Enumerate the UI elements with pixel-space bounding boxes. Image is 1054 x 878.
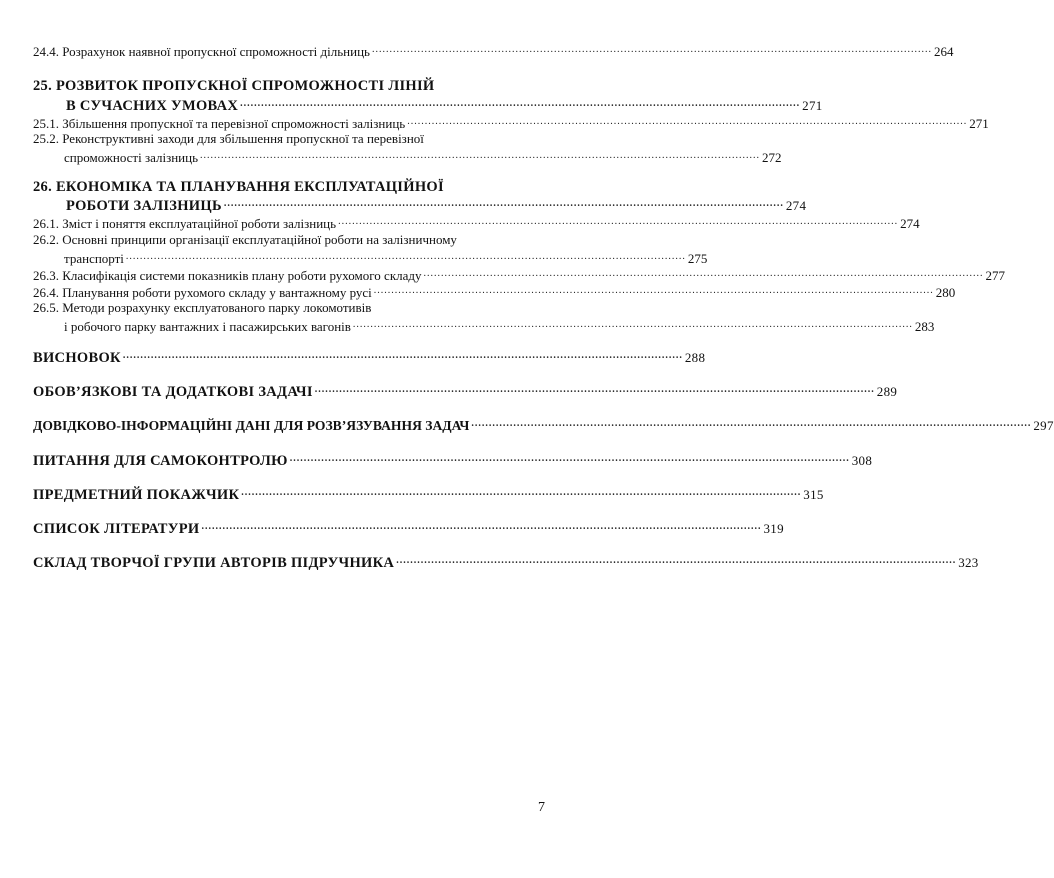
toc-entry-26-4 [33,283,956,301]
dot-leader: ................................................................................................................................................................ [201,521,762,532]
toc-entry-26-5-line2-row [64,317,935,335]
toc-page-number: 277 [985,268,1006,283]
dot-leader: ................................................................................................................................................................ [352,319,913,330]
toc-section-subject-index [33,485,824,503]
toc-entry-label: 26.4. Планування роботи рухомого складу у вантажному русі [33,285,372,300]
toc-section-reference-data [33,416,1054,434]
toc-page-number: 271 [969,116,989,131]
toc-section-authors [33,553,979,571]
toc-entry-26-1 [33,214,920,232]
dot-leader: ................................................................................................................................................................ [125,251,686,262]
toc-section-bibliography [33,519,784,537]
toc-entry-label: спроможності залізниць [64,150,199,165]
toc-page-number: 272 [762,150,782,165]
toc-entry-26-5-line1: 26.5. Методи розрахунку експлуатованого парку локомотивів [33,300,372,315]
toc-page-number: 271 [802,98,823,113]
chapter-26-title-line1: 26. ЕКОНОМІКА ТА ПЛАНУВАННЯ ЕКСПЛУАТАЦІЙНОЇ [33,179,444,195]
chapter-26-title-line2-row [66,196,807,214]
toc-section-label: ОБОВ’ЯЗКОВІ ТА ДОДАТКОВІ ЗАДАЧІ [33,384,313,400]
toc-page-number: 283 [914,319,935,334]
dot-leader: ................................................................................................................................................................ [223,198,784,209]
toc-entry-26-2-line1: 26.2. Основні принципи організації експлуатаційної роботи на залізничному [33,232,457,247]
toc-entry-26-3 [33,266,1006,284]
toc-entry-26-2-line2-row [64,249,708,267]
toc-section-tasks [33,382,898,400]
toc-entry-label: 24.4. Розрахунок наявної пропускної спроможності дільниць [33,44,370,59]
toc-page-number: 323 [958,555,979,570]
toc-entry-label: 26.3. Класифікація системи показників плану роботи рухомого складу [33,268,422,283]
dot-leader: ................................................................................................................................................................ [289,453,850,464]
toc-page-number: 319 [763,521,784,536]
toc-entry-label: 25.1. Збільшення пропускної та перевізної спроможності залізниць [33,116,406,131]
toc-entry-24-4 [33,42,954,60]
toc-page-number: 274 [785,198,807,213]
toc-entry-label: транспорті [64,251,124,266]
toc-page-number: 275 [687,251,708,266]
dot-leader: ................................................................................................................................................................ [396,555,957,566]
dot-leader: ................................................................................................................................................................ [371,44,932,55]
toc-section-self-check [33,451,873,469]
toc-entry-25-1 [33,114,989,132]
chapter-25-title-line2: В СУЧАСНИХ УМОВАХ [66,98,239,114]
toc-page-number: 297 [1033,418,1054,433]
page-number: 7 [538,800,545,815]
chapter-25-title-line2-row [66,96,823,114]
toc-page-number: 274 [900,216,920,231]
chapter-25-title-line1: 25. РОЗВИТОК ПРОПУСКНОЇ СПРОМОЖНОСТІ ЛІНІЙ [33,78,435,94]
toc-section-label: ПИТАННЯ ДЛЯ САМОКОНТРОЛЮ [33,453,288,469]
dot-leader: ................................................................................................................................................................ [122,350,683,361]
toc-entry-25-2-line2-row [64,148,782,166]
toc-page-number: 280 [935,285,956,300]
dot-leader: ................................................................................................................................................................ [338,216,899,227]
toc-page-number: 308 [851,453,873,468]
toc-section-conclusion [33,348,706,366]
dot-leader: ................................................................................................................................................................ [200,150,761,161]
toc-section-label: ВИСНОВОК [33,350,121,366]
toc-entry-25-2-line1: 25.2. Реконструктивні заходи для збільшення пропускної та перевізної [33,131,424,146]
toc-page-number: 264 [933,44,954,59]
toc-entry-label: 26.1. Зміст і поняття експлуатаційної роботи залізниць [33,216,337,231]
dot-leader: ................................................................................................................................................................ [241,487,802,498]
toc-page-number: 315 [803,487,824,502]
toc-section-label: СКЛАД ТВОРЧОЇ ГРУПИ АВТОРІВ ПІДРУЧНИКА [33,555,395,571]
dot-leader: ................................................................................................................................................................ [314,384,875,395]
toc-page-number: 289 [876,384,898,399]
dot-leader: ................................................................................................................................................................ [423,268,984,279]
chapter-26-title-line2: РОБОТИ ЗАЛІЗНИЦЬ [66,198,222,214]
toc-section-label: ДОВІДКОВО-ІНФОРМАЦІЙНІ ДАНІ ДЛЯ РОЗВ’ЯЗУВАННЯ ЗАДАЧ [33,418,470,433]
toc-section-label: СПИСОК ЛІТЕРАТУРИ [33,521,200,537]
dot-leader: ................................................................................................................................................................ [240,98,801,109]
dot-leader: ................................................................................................................................................................ [373,285,934,296]
toc-entry-label: і робочого парку вантажних і пасажирських вагонів [64,319,351,334]
dot-leader: ................................................................................................................................................................ [471,418,1032,429]
toc-page-number: 288 [684,350,706,365]
toc-section-label: ПРЕДМЕТНИЙ ПОКАЖЧИК [33,487,240,503]
dot-leader: ................................................................................................................................................................ [407,116,968,127]
